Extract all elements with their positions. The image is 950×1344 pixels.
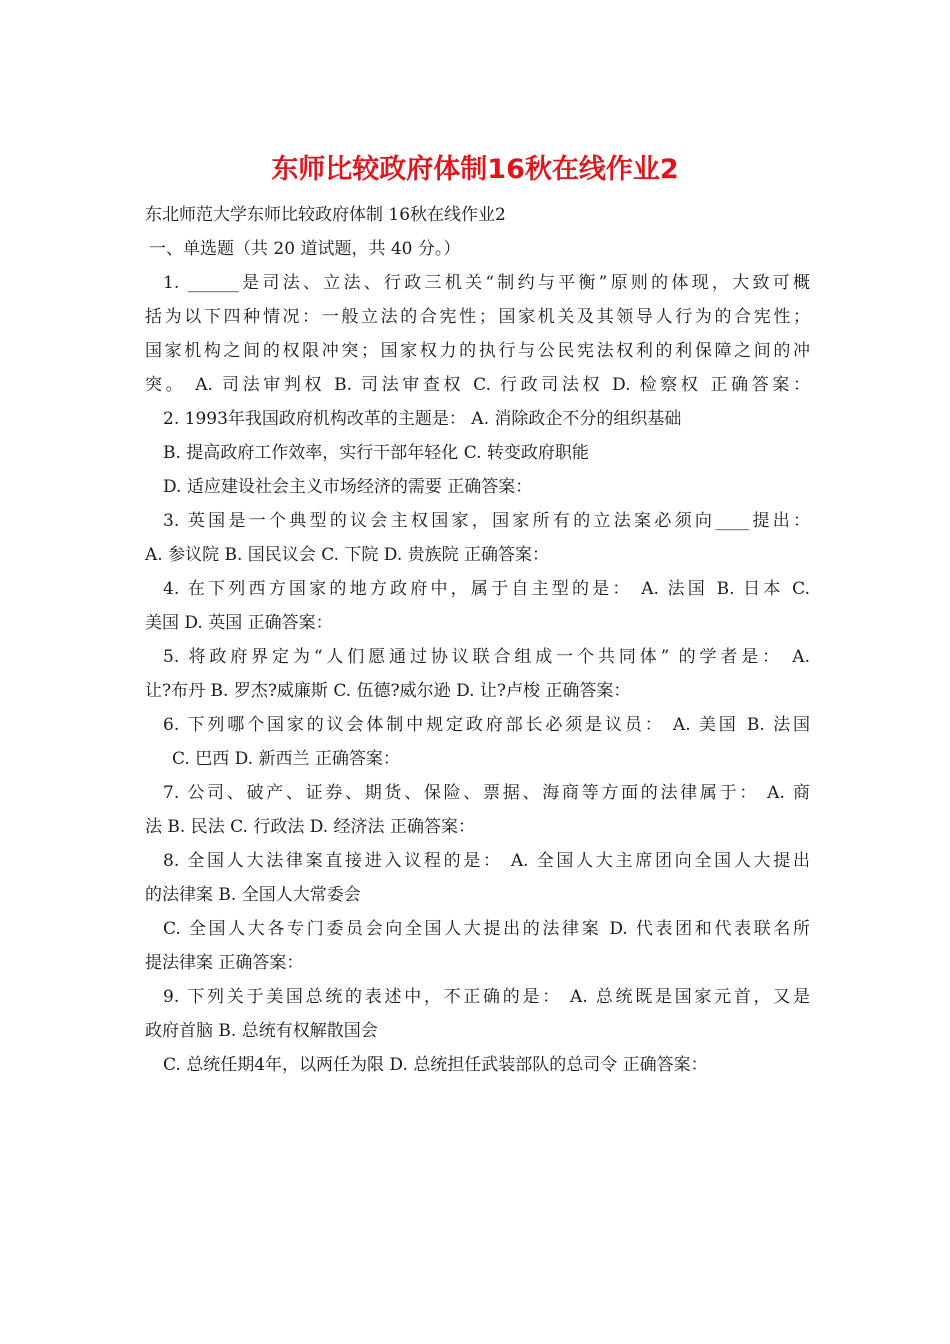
question-3-line-2: A. 参议院 B. 国民议会 C. 下院 D. 贵族院 正确答案： xyxy=(145,545,550,565)
question-9-line-3: C. 总统任期4年，以两任为限 D. 总统担任武装部队的总司令 正确答案： xyxy=(163,1055,708,1075)
question-3-line-1: 3. 英国是一个典型的议会主权国家，国家所有的立法案必须向____提出： xyxy=(163,511,810,531)
question-4-line-1: 4. 在下列西方国家的地方政府中，属于自主型的是： A. 法国 B. 日本 C. xyxy=(163,579,810,599)
question-6-line-1: 6. 下列哪个国家的议会体制中规定政府部长必须是议员： A. 美国 B. 法国 xyxy=(163,715,810,735)
question-8-line-1: 8. 全国人大法律案直接进入议程的是： A. 全国人大主席团向全国人大提出 xyxy=(163,851,810,871)
section-heading: 一、单选题（共 20 道试题，共 40 分。） xyxy=(149,239,461,259)
question-7-line-2: 法 B. 民法 C. 行政法 D. 经济法 正确答案： xyxy=(145,817,475,837)
question-8-line-3: C. 全国人大各专门委员会向全国人大提出的法律案 D. 代表团和代表联名所 xyxy=(163,919,810,939)
question-2-line-1: 2. 1993年我国政府机构改革的主题是： A. 消除政企不分的组织基础 xyxy=(163,409,682,429)
question-5-line-2: 让?布丹 B. 罗杰?威廉斯 C. 伍德?威尔逊 D. 让?卢梭 正确答案： xyxy=(145,681,631,701)
question-8-line-4: 提法律案 正确答案： xyxy=(145,953,304,973)
question-1-line-4: 突。 A. 司法审判权 B. 司法审查权 C. 行政司法权 D. 检察权 正确答案： xyxy=(145,375,810,395)
question-1-line-3: 国家机构之间的权限冲突；国家权力的执行与公民宪法权利的利保障之间的冲 xyxy=(145,341,810,361)
question-9-line-2: 政府首脑 B. 总统有权解散国会 xyxy=(145,1021,378,1041)
question-8-line-2: 的法律案 B. 全国人大常委会 xyxy=(145,885,361,905)
question-6-line-2: C. 巴西 D. 新西兰 正确答案： xyxy=(172,749,400,769)
question-9-line-1: 9. 下列关于美国总统的表述中，不正确的是： A. 总统既是国家元首，又是 xyxy=(163,987,810,1007)
question-1-line-1: 1. ______是司法、立法、行政三机关“制约与平衡”原则的体现，大致可概 xyxy=(163,273,810,293)
question-2-line-2: B. 提高政府工作效率，实行干部年轻化 C. 转变政府职能 xyxy=(163,443,589,463)
question-1-line-2: 括为以下四种情况：一般立法的合宪性；国家机关及其领导人行为的合宪性； xyxy=(145,307,810,327)
document-body xyxy=(145,198,810,1082)
question-4-line-2: 美国 D. 英国 正确答案： xyxy=(145,613,333,633)
subtitle-line: 东北师范大学东师比较政府体制 16秋在线作业2 xyxy=(145,205,506,225)
question-2-line-3: D. 适应建设社会主义市场经济的需要 正确答案： xyxy=(163,477,533,497)
question-5-line-1: 5. 将政府界定为“人们愿通过协议联合组成一个共同体” 的学者是： A. xyxy=(163,647,810,667)
document-title: 东师比较政府体制16秋在线作业2 xyxy=(271,154,679,185)
question-7-line-1: 7. 公司、破产、证券、期货、保险、票据、海商等方面的法律属于： A. 商 xyxy=(163,783,810,803)
